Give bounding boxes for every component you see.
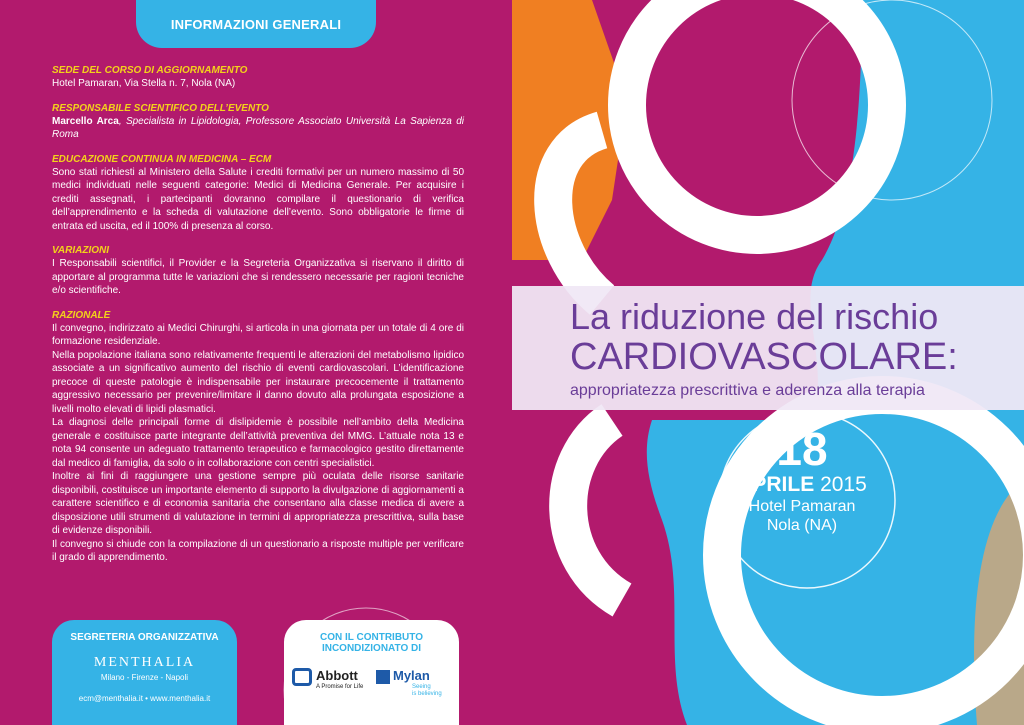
section-title: RAZIONALE [52,309,111,321]
section-text: Hotel Pamaran, Via Stella n. 7, Nola (NA) [52,78,236,89]
mylan-tagline-line2: is believing [412,691,442,697]
section-text: I Responsabili scientifici, il Provider e la Segreteria Organizzativa si riservano il diritto di apportare al programma tutte le variazioni che si rendessero necessarie per ragioni tecniche e/o scientifiche. [52,258,464,296]
rationale-paragraph: Nella popolazione italiana sono relativamente frequenti le alterazioni del metabolismo lipidico associate a un significativo aumento del rischio di eventi cardiovascolari. L’identificazione precoce di queste patologie è indispensabile per instaurare precocemente il trattamento aggressivo necessario per prevenire/limitare il danno dovuto alla prolungata esposizione a livelli molto elevati di lipidi plasmatici. [52,349,464,415]
event-date [702,425,902,535]
secretariat-title: SEGRETERIA ORGANIZZATIVA [70,632,219,643]
rationale-paragraph: Inoltre ai fini di raggiungere una gestione sempre più oculata delle risorse sanitarie disponibili, costituisce un importante elemento di supporto la divulgazione di aggiornamenti a carattere scientifico e di economia sanitaria che consentano alla classe medica di avere a disposizione utili strumenti di valutazione in termini di appropriatezza prescrittiva, sulla base di evidenze disponibili. [52,471,464,536]
event-day: 18 [776,423,828,475]
secretariat-cities: Milano - Firenze - Napoli [100,673,189,682]
event-venue: Hotel Pamaran [748,498,856,515]
secretariat-contact: ecm@menthalia.it • www.menthalia.it [78,694,211,703]
section-title: EDUCAZIONE CONTINUA IN MEDICINA – ECM [52,153,272,165]
event-year: 2015 [820,473,867,496]
title-line1: La riduzione del rischio [570,296,939,337]
subtitle: appropriatezza prescrittiva e aderenza alla terapia [570,382,925,399]
section-title: VARIAZIONI [52,245,110,256]
general-info-title: INFORMAZIONI GENERALI [170,16,342,32]
event-city: Nola (NA) [766,517,838,534]
title-line2: CARDIOVASCOLARE: [570,336,958,378]
menthalia-logo: MENTHALIA [93,655,196,670]
lead-role: , Specialista in Lipidologia, Professore Associato Università La Sapienza di Roma [52,115,464,140]
rationale-paragraph: Il convegno si chiude con la compilazione di un questionario a risposte multiple per verificare il grado di apprendimento. [52,538,464,563]
decor-ring [284,608,448,725]
section-title: SEDE DEL CORSO DI AGGIORNAMENTO [52,65,248,76]
event-month-year [702,473,902,497]
section-title: RESPONSABILE SCIENTIFICO DELL’EVENTO [52,102,269,114]
rationale-paragraph: La diagnosi delle principali forme di dislipidemie è possibile nell’ambito della Medicina generale e costituisce parte integrante dell’attività preventiva del MMG. L’attuale nota 13 e nota 94 consente un adeguato trattamento terapeutico e farmacologico gestito direttamente dal medico di famiglia, da solo o in collaborazione con centri specialistici. [52,417,464,469]
abbott-tagline: A Promise for Life [316,684,364,690]
mylan-tagline-line1: Seeing [412,684,431,690]
mylan-name: Mylan [393,668,430,683]
sponsor-title-line2: INCONDIZIONATO DI [321,643,422,654]
rationale-paragraph: Il convegno, indirizzato ai Medici Chirurghi, si articola in una giornata per un totale di 4 ore di formazione residenziale. [52,322,464,347]
abbott-name: Abbott [316,668,358,683]
sponsor-title-line1: CON IL CONTRIBUTO [320,632,423,643]
event-month: APRILE [737,473,815,496]
section-text: Sono stati richiesti al Ministero della Salute i crediti formativi per un numero massimo di 50 medici individuati nelle seguenti categorie: Medici di Medicina Generale. Per acquisire i crediti assegnati, i partecipanti dovranno compilare il questionario di verifica dell’apprendimento e la scheda di valutazione dell’evento. Sono obbligatorie le firme di entrata ed uscita, ed il 100% di presenza al corso. [52,166,464,232]
lead-name: Marcello Arca [52,115,119,127]
